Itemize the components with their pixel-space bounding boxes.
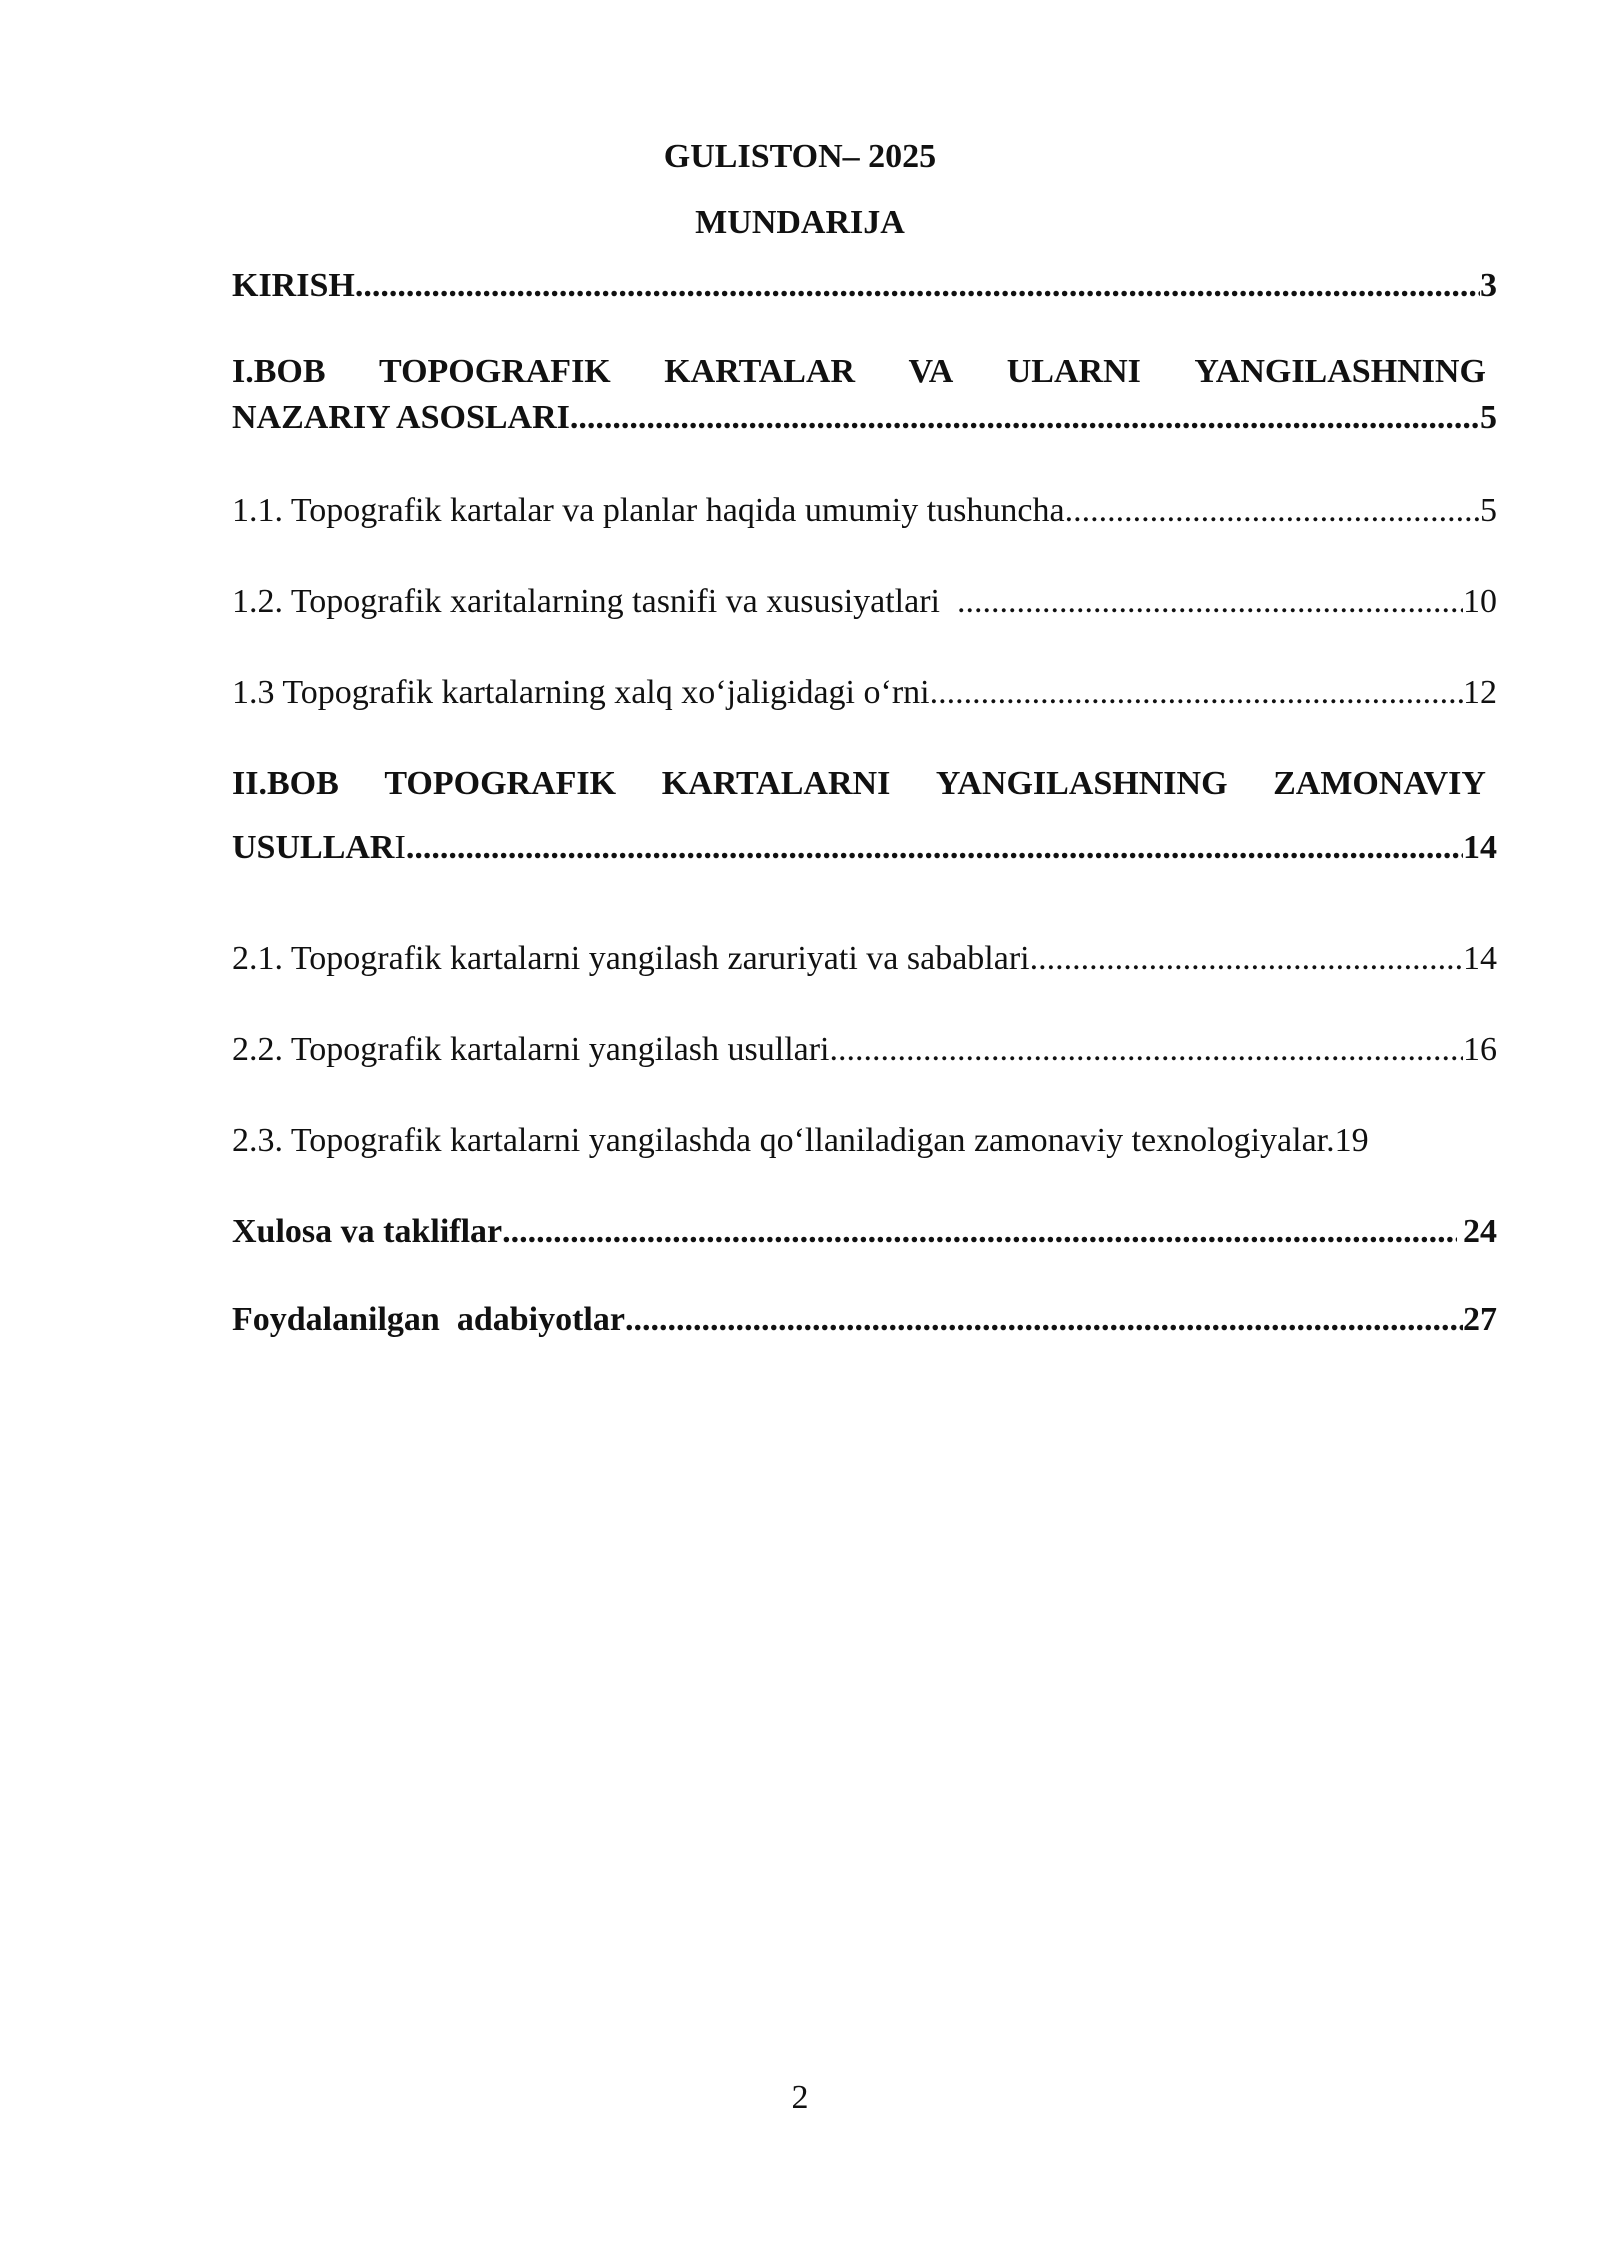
dot-leader bbox=[502, 1212, 1457, 1252]
toc-entry-1-3[interactable] bbox=[232, 673, 1497, 713]
dot-leader bbox=[930, 673, 1463, 713]
dot-leader bbox=[406, 828, 1463, 868]
toc-entry-title: 2.3. Topografik kartalarni yangilashda qo‘llaniladigan zamonaviy texnologiyalar. bbox=[232, 1122, 1335, 1159]
toc-entry-2-1[interactable] bbox=[232, 939, 1497, 979]
dot-leader bbox=[1030, 939, 1463, 979]
toc-entry-chapter-2[interactable] bbox=[232, 764, 1497, 868]
chapter-2-title-suffix: I bbox=[394, 829, 406, 866]
toc-page-number: 10 bbox=[1463, 583, 1497, 620]
chapter-1-word: I.BOB bbox=[232, 353, 326, 390]
toc-page-number: 14 bbox=[1463, 940, 1497, 977]
toc-page-number: 5 bbox=[1480, 492, 1497, 529]
toc-entry-conclusion[interactable] bbox=[232, 1212, 1497, 1252]
chapter-1-title-line-1 bbox=[232, 352, 1486, 392]
toc-entry-title: 2.1. Topografik kartalarni yangilash zaruriyati va sabablari bbox=[232, 940, 1030, 977]
toc-heading: MUNDARIJA bbox=[695, 204, 905, 241]
toc-page-number: 19 bbox=[1334, 1122, 1369, 1159]
chapter-2-word: YANGILASHNING bbox=[935, 765, 1228, 802]
chapter-1-word: YANGILASHNING bbox=[1194, 353, 1486, 390]
toc-entry-chapter-1[interactable] bbox=[232, 352, 1497, 438]
chapter-2-word: ZAMONAVIY bbox=[1273, 765, 1486, 802]
toc-entry-title bbox=[232, 828, 406, 868]
chapter-2-title-main: USULLAR bbox=[232, 829, 395, 866]
city-year-heading: GULISTON– 2025 bbox=[663, 138, 937, 175]
toc-page-number: 16 bbox=[1463, 1031, 1497, 1068]
toc-entry-2-2[interactable] bbox=[232, 1030, 1497, 1070]
chapter-1-word: TOPOGRAFIK bbox=[379, 353, 611, 390]
page-number: 2 bbox=[791, 2079, 809, 2116]
toc-entry-title: Xulosa va takliflar bbox=[232, 1213, 503, 1250]
toc-page-number: 12 bbox=[1463, 674, 1497, 711]
toc-page-number: 27 bbox=[1463, 1301, 1497, 1338]
toc-entry-title: Foydalanilgan adabiyotlar bbox=[232, 1301, 625, 1338]
dot-leader bbox=[1065, 491, 1480, 531]
chapter-1-word: VA bbox=[908, 353, 954, 390]
toc-page-number: 24 bbox=[1463, 1213, 1497, 1250]
toc-entry-kirish[interactable] bbox=[232, 266, 1497, 306]
dot-leader bbox=[830, 1030, 1463, 1070]
toc-entry-title: KIRISH bbox=[232, 267, 355, 304]
chapter-2-word: II.BOB bbox=[232, 765, 339, 802]
chapter-2-word: KARTALARNI bbox=[661, 765, 891, 802]
toc-entry-title: NAZARIY ASOSLARI bbox=[232, 399, 570, 436]
toc-entry-1-1[interactable] bbox=[232, 491, 1497, 531]
chapter-2-title-line-1 bbox=[232, 764, 1486, 804]
dot-leader bbox=[355, 266, 1480, 306]
toc-entry-references[interactable] bbox=[232, 1300, 1497, 1340]
toc-entry-title: 2.2. Topografik kartalarni yangilash usullari bbox=[232, 1031, 830, 1068]
chapter-1-word: ULARNI bbox=[1006, 353, 1141, 390]
toc-page-number: 5 bbox=[1480, 399, 1497, 436]
toc-entry-2-3[interactable] bbox=[232, 1121, 1497, 1161]
toc-entry-1-2[interactable] bbox=[232, 582, 1497, 622]
chapter-2-word: TOPOGRAFIK bbox=[384, 765, 617, 802]
toc-entry-title: 1.1. Topografik kartalar va planlar haqida umumiy tushuncha bbox=[232, 492, 1065, 529]
dot-leader bbox=[570, 398, 1480, 438]
toc-page-number: 14 bbox=[1463, 829, 1497, 866]
dot-leader bbox=[625, 1300, 1463, 1340]
toc-entry-title: 1.3 Topografik kartalarning xalq xo‘jaligidagi o‘rni bbox=[232, 674, 930, 711]
toc-entry-title: 1.2. Topografik xaritalarning tasnifi va xususiyatlari bbox=[232, 583, 957, 620]
chapter-1-word: KARTALAR bbox=[664, 353, 856, 390]
toc-page-number: 3 bbox=[1480, 267, 1497, 304]
dot-leader bbox=[957, 582, 1463, 622]
